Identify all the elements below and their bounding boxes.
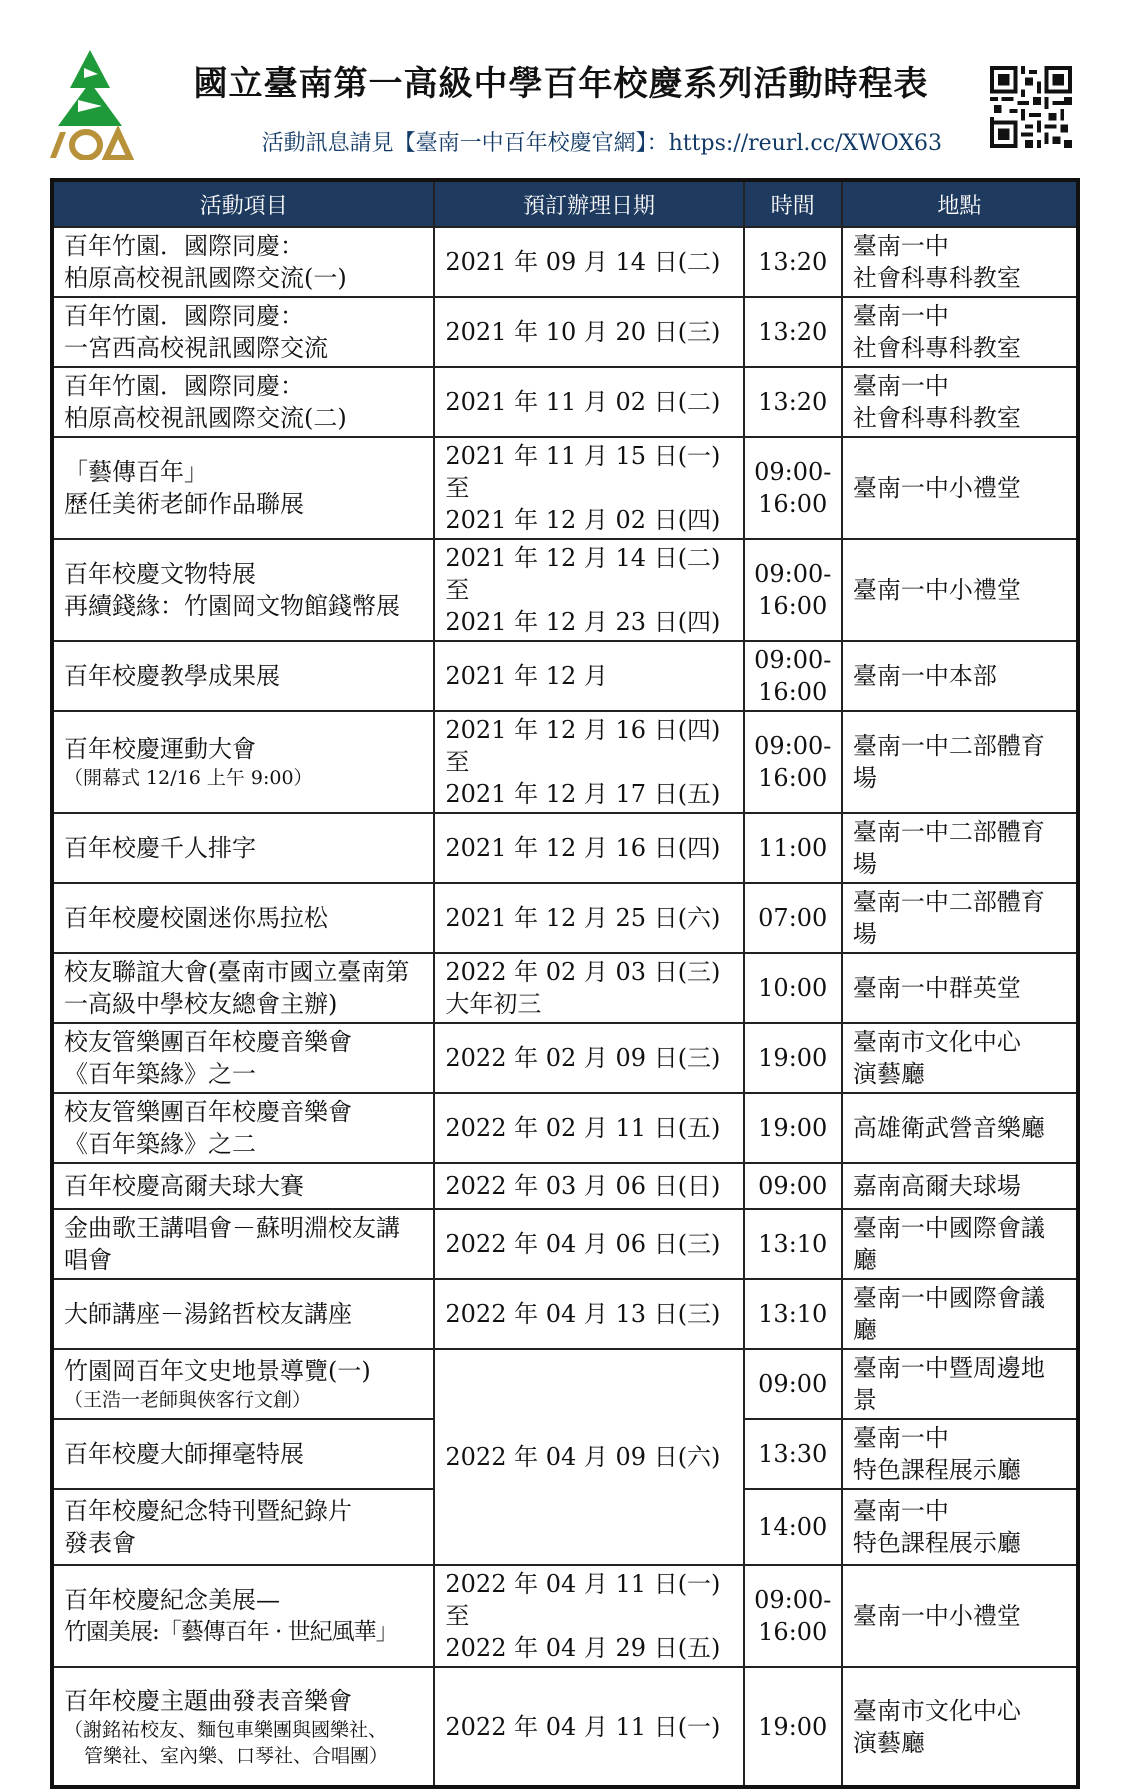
schedule-table bbox=[50, 178, 1080, 1789]
table-row bbox=[52, 1163, 1078, 1209]
website-note[interactable]: 活動訊息請見【臺南一中百年校慶官網】：https://reurl.cc/XWOX63 bbox=[261, 131, 942, 156]
time-cell: 19:00 bbox=[744, 1023, 842, 1093]
table-header-row bbox=[52, 180, 1078, 227]
date-cell: 2022 年 03 月 06 日(日) bbox=[434, 1163, 743, 1209]
qr-code-icon[interactable] bbox=[990, 66, 1072, 148]
activity-cell: 校友管樂團百年校慶音樂會 《百年築緣》之一 bbox=[52, 1023, 434, 1093]
table-row bbox=[52, 1023, 1078, 1093]
date-cell: 2021 年 12 月 bbox=[434, 641, 743, 711]
location-cell: 高雄衛武營音樂廳 bbox=[842, 1093, 1078, 1163]
time-cell: 09:00- 16:00 bbox=[744, 539, 842, 641]
location-cell: 臺南一中小禮堂 bbox=[842, 1565, 1078, 1667]
time-cell: 10:00 bbox=[744, 953, 842, 1023]
activity-cell: 金曲歌王講唱會－蘇明淵校友講 唱會 bbox=[52, 1209, 434, 1279]
location-cell: 臺南一中二部體育場 bbox=[842, 883, 1078, 953]
activity-cell: 百年校慶教學成果展 bbox=[52, 641, 434, 711]
date-cell: 2021 年 12 月 14 日(二)至 2021 年 12 月 23 日(四) bbox=[434, 539, 743, 641]
date-cell: 2021 年 12 月 16 日(四) bbox=[434, 813, 743, 883]
table-row bbox=[52, 367, 1078, 437]
table-row bbox=[52, 1349, 1078, 1419]
activity-cell: 大師講座－湯銘哲校友講座 bbox=[52, 1279, 434, 1349]
location-cell: 臺南一中 特色課程展示廳 bbox=[842, 1419, 1078, 1489]
time-cell: 14:00 bbox=[744, 1489, 842, 1565]
location-cell: 臺南一中二部體育場 bbox=[842, 711, 1078, 813]
table-row bbox=[52, 1565, 1078, 1667]
activity-cell: 竹園岡百年文史地景導覽(一) （王浩一老師與俠客行文創） bbox=[52, 1349, 434, 1419]
date-cell: 2022 年 04 月 09 日(六) bbox=[434, 1349, 743, 1565]
time-cell: 11:00 bbox=[744, 813, 842, 883]
location-cell: 臺南一中暨周邊地景 bbox=[842, 1349, 1078, 1419]
activity-cell: 校友管樂團百年校慶音樂會 《百年築緣》之二 bbox=[52, 1093, 434, 1163]
location-cell: 臺南一中小禮堂 bbox=[842, 539, 1078, 641]
time-cell: 13:20 bbox=[744, 297, 842, 367]
time-cell: 19:00 bbox=[744, 1093, 842, 1163]
table-row bbox=[52, 539, 1078, 641]
date-cell: 2021 年 11 月 02 日(二) bbox=[434, 367, 743, 437]
date-cell: 2021 年 11 月 15 日(一)至 2021 年 12 月 02 日(四) bbox=[434, 437, 743, 539]
location-cell: 臺南一中 社會科專科教室 bbox=[842, 367, 1078, 437]
date-cell: 2022 年 04 月 13 日(三) bbox=[434, 1279, 743, 1349]
date-cell: 2021 年 09 月 14 日(二) bbox=[434, 227, 743, 297]
time-cell: 09:00 bbox=[744, 1349, 842, 1419]
location-cell: 臺南一中國際會議廳 bbox=[842, 1209, 1078, 1279]
activity-cell: 百年校慶文物特展 再續錢緣：竹園岡文物館錢幣展 bbox=[52, 539, 434, 641]
activity-cell: 百年校慶主題曲發表音樂會 （謝銘祐校友、麵包車樂團與國樂社、 管樂社、室內樂、口琴社、合唱團） bbox=[52, 1667, 434, 1787]
table-row bbox=[52, 1209, 1078, 1279]
time-cell: 13:20 bbox=[744, 227, 842, 297]
activity-cell: 百年校慶運動大會 （開幕式 12/16 上午 9:00） bbox=[52, 711, 434, 813]
time-cell: 13:10 bbox=[744, 1209, 842, 1279]
time-cell: 13:10 bbox=[744, 1279, 842, 1349]
time-cell: 07:00 bbox=[744, 883, 842, 953]
date-cell: 2022 年 02 月 11 日(五) bbox=[434, 1093, 743, 1163]
table-row bbox=[52, 813, 1078, 883]
date-cell: 2021 年 12 月 16 日(四)至 2021 年 12 月 17 日(五) bbox=[434, 711, 743, 813]
time-cell: 09:00- 16:00 bbox=[744, 641, 842, 711]
date-cell: 2022 年 04 月 11 日(一) bbox=[434, 1667, 743, 1787]
time-cell: 09:00 bbox=[744, 1163, 842, 1209]
table-row bbox=[52, 1667, 1078, 1787]
location-cell: 臺南一中 社會科專科教室 bbox=[842, 227, 1078, 297]
location-cell: 臺南一中本部 bbox=[842, 641, 1078, 711]
activity-cell: 百年校慶紀念特刊暨紀錄片 發表會 bbox=[52, 1489, 434, 1565]
location-cell: 臺南一中小禮堂 bbox=[842, 437, 1078, 539]
location-cell: 臺南一中 特色課程展示廳 bbox=[842, 1489, 1078, 1565]
location-cell: 臺南一中國際會議廳 bbox=[842, 1279, 1078, 1349]
page-title: 國立臺南第一高級中學百年校慶系列活動時程表 bbox=[193, 64, 929, 104]
table-row bbox=[52, 641, 1078, 711]
activity-cell: 百年校慶紀念美展— 竹園美展:「藝傳百年 · 世紀風華」 bbox=[52, 1565, 434, 1667]
date-cell: 2022 年 02 月 09 日(三) bbox=[434, 1023, 743, 1093]
date-cell: 2022 年 04 月 06 日(三) bbox=[434, 1209, 743, 1279]
time-cell: 13:30 bbox=[744, 1419, 842, 1489]
table-row bbox=[52, 437, 1078, 539]
table-row bbox=[52, 1093, 1078, 1163]
activity-cell: 百年竹園．國際同慶： 柏原高校視訊國際交流(一) bbox=[52, 227, 434, 297]
activity-cell: 百年校慶大師揮毫特展 bbox=[52, 1419, 434, 1489]
location-cell: 臺南市文化中心 演藝廳 bbox=[842, 1667, 1078, 1787]
date-cell: 2021 年 12 月 25 日(六) bbox=[434, 883, 743, 953]
header-date: 預訂辦理日期 bbox=[434, 180, 743, 227]
activity-cell: 百年校慶校園迷你馬拉松 bbox=[52, 883, 434, 953]
header-time: 時間 bbox=[744, 180, 842, 227]
location-cell: 嘉南高爾夫球場 bbox=[842, 1163, 1078, 1209]
location-cell: 臺南一中 社會科專科教室 bbox=[842, 297, 1078, 367]
time-cell: 09:00- 16:00 bbox=[744, 437, 842, 539]
table-row bbox=[52, 297, 1078, 367]
activity-cell: 校友聯誼大會(臺南市國立臺南第 一高級中學校友總會主辦) bbox=[52, 953, 434, 1023]
time-cell: 09:00- 16:00 bbox=[744, 711, 842, 813]
header-activity: 活動項目 bbox=[52, 180, 434, 227]
location-cell: 臺南一中二部體育場 bbox=[842, 813, 1078, 883]
location-cell: 臺南市文化中心 演藝廳 bbox=[842, 1023, 1078, 1093]
table-row bbox=[52, 953, 1078, 1023]
activity-cell: 百年校慶千人排字 bbox=[52, 813, 434, 883]
time-cell: 09:00- 16:00 bbox=[744, 1565, 842, 1667]
activity-cell: 百年校慶高爾夫球大賽 bbox=[52, 1163, 434, 1209]
table-row bbox=[52, 711, 1078, 813]
header-location: 地點 bbox=[842, 180, 1078, 227]
date-cell: 2022 年 04 月 11 日(一) 至 2022 年 04 月 29 日(五) bbox=[434, 1565, 743, 1667]
activity-cell: 「藝傳百年」 歷任美術老師作品聯展 bbox=[52, 437, 434, 539]
activity-cell: 百年竹園．國際同慶： 柏原高校視訊國際交流(二) bbox=[52, 367, 434, 437]
table-row bbox=[52, 1279, 1078, 1349]
table-row bbox=[52, 227, 1078, 297]
date-cell: 2022 年 02 月 03 日(三) 大年初三 bbox=[434, 953, 743, 1023]
time-cell: 13:20 bbox=[744, 367, 842, 437]
table-row bbox=[52, 883, 1078, 953]
time-cell: 19:00 bbox=[744, 1667, 842, 1787]
location-cell: 臺南一中群英堂 bbox=[842, 953, 1078, 1023]
activity-cell: 百年竹園．國際同慶： 一宮西高校視訊國際交流 bbox=[52, 297, 434, 367]
date-cell: 2021 年 10 月 20 日(三) bbox=[434, 297, 743, 367]
